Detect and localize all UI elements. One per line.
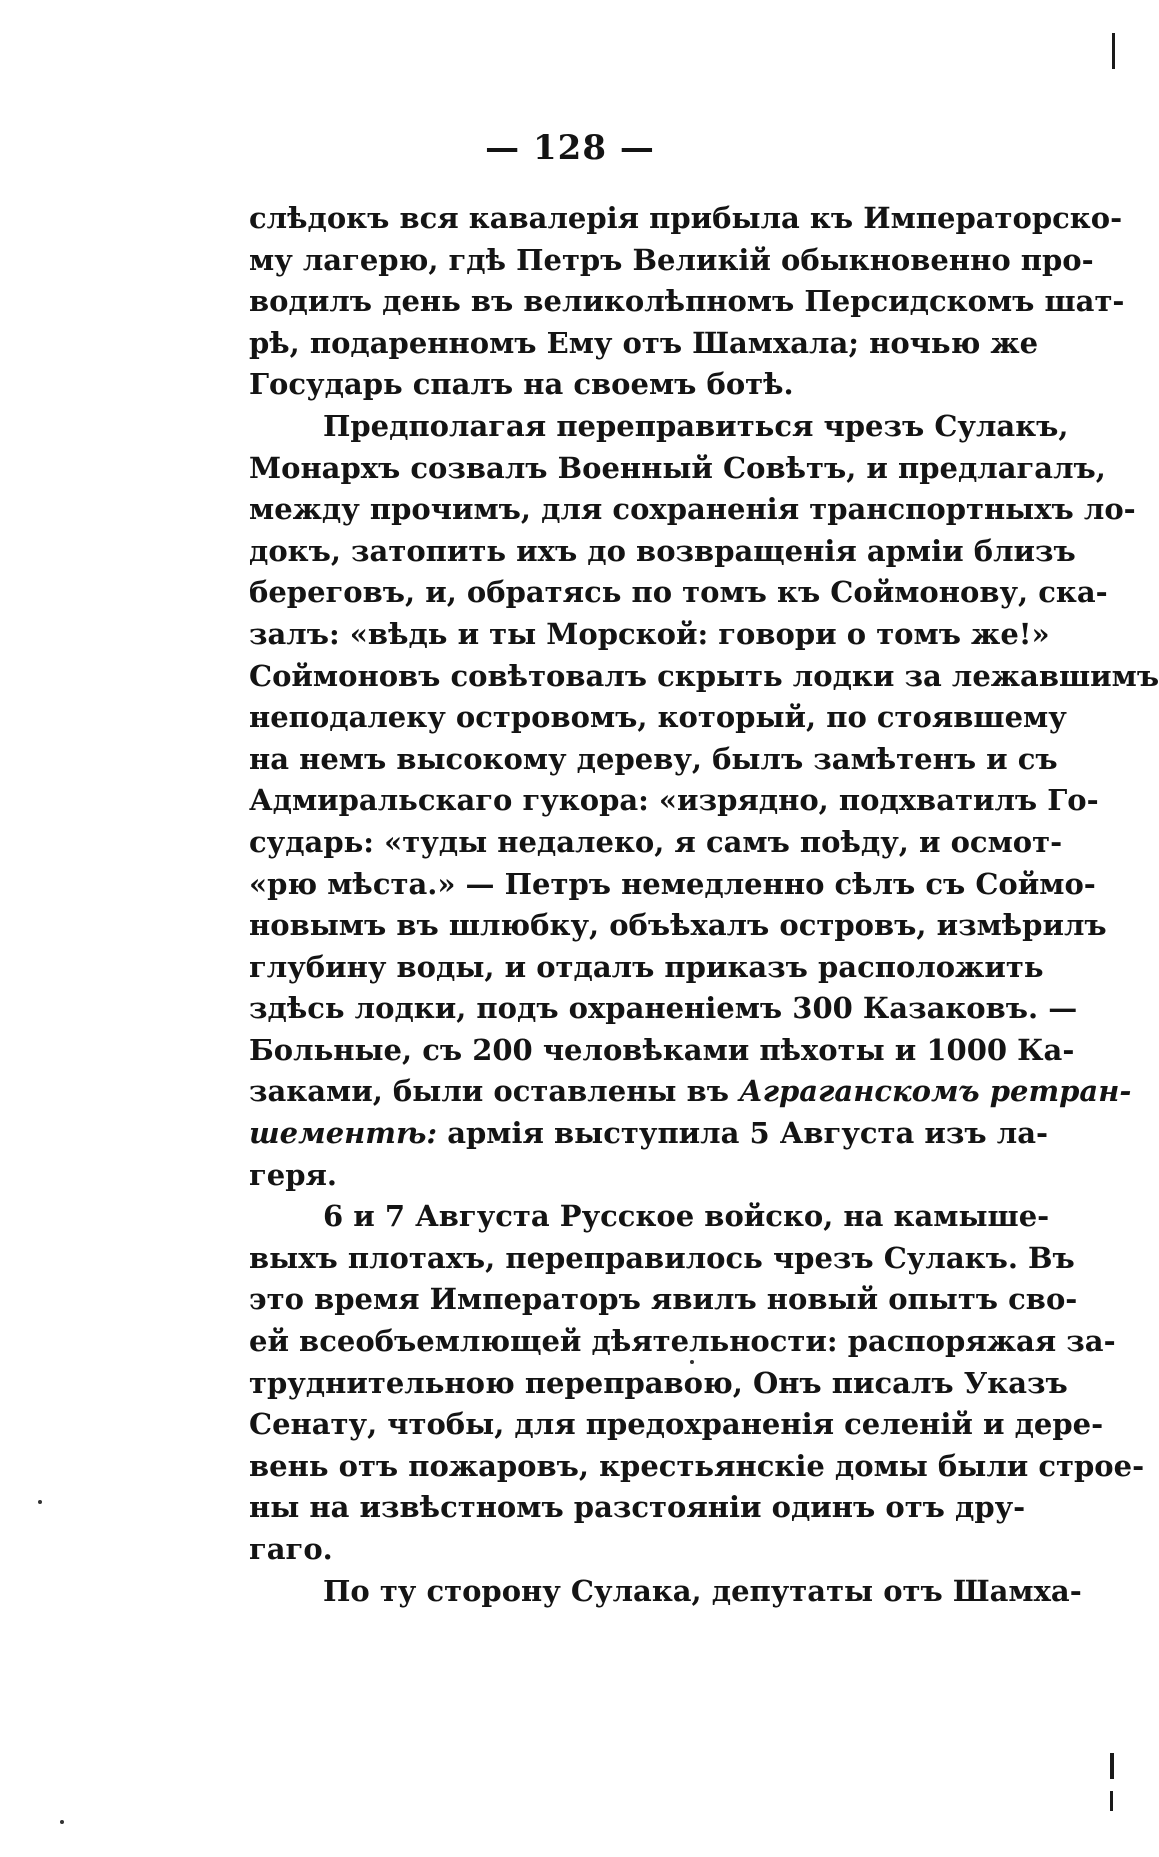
scan-speck xyxy=(690,1360,694,1364)
text-line: залъ: «вѣдь и ты Морской: говори о томъ же!» xyxy=(249,616,1050,651)
text-line: рѣ, подаренномъ Ему отъ Шамхала; ночью же xyxy=(249,325,1039,360)
text-line: 6 и 7 Августа Русское войско, на камыше- xyxy=(323,1199,1050,1234)
text-line: Соймоновъ совѣтовалъ скрыть лодки за лежавшимъ xyxy=(249,658,1159,693)
text-line: докъ, затопить ихъ до возвращенія арміи близъ xyxy=(249,533,1076,568)
italic-text-segment: Аграганскомъ ретран- xyxy=(739,1074,1132,1109)
text-line: Монархъ созвалъ Военный Совѣтъ, и предлагалъ, xyxy=(249,450,1106,485)
text-line xyxy=(249,1113,1049,1155)
text-line: По ту сторону Сулака, депутаты отъ Шамха- xyxy=(323,1573,1082,1608)
scan-edge-mark xyxy=(1110,1753,1114,1779)
text-line: гаго. xyxy=(249,1532,333,1566)
scan-speck xyxy=(60,1820,64,1824)
text-line: глубину воды, и отдалъ приказъ расположить xyxy=(249,949,1044,984)
text-line: Предполагая переправиться чрезъ Сулакъ, xyxy=(323,408,1069,443)
text-line: Адмиральскаго гукора: «изрядно, подхватилъ Го- xyxy=(249,783,1099,818)
text-line: на немъ высокому дереву, былъ замѣтенъ и съ xyxy=(249,741,1058,776)
scan-edge-mark xyxy=(1112,33,1115,69)
text-line: здѣсь лодки, подъ охраненіемъ 300 Казаковъ. — xyxy=(249,991,1078,1026)
text-line: труднительною переправою, Онъ писалъ Указъ xyxy=(249,1365,1068,1400)
text-line: геря. xyxy=(249,1157,338,1192)
text-line: Государь спалъ на своемъ ботѣ. xyxy=(249,367,794,402)
text-line: это время Императоръ явилъ новый опытъ сво- xyxy=(249,1282,1078,1317)
text-segment: заками, были оставлены въ xyxy=(249,1074,740,1109)
text-line: Сенату, чтобы, для предохраненія селеній и дере- xyxy=(249,1407,1104,1442)
text-line: ны на извѣстномъ разстояніи одинъ отъ дру- xyxy=(249,1490,1026,1525)
text-line: новымъ въ шлюбку, объѣхалъ островъ, измѣрилъ xyxy=(249,908,1107,943)
text-line: Больные, съ 200 человѣками пѣхоты и 1000 Ка- xyxy=(249,1032,1075,1067)
text-line: «рю мѣста.» — Петръ немедленно сѣлъ съ Соймо- xyxy=(249,866,1096,901)
text-line: выхъ плотахъ, переправилось чрезъ Сулакъ. Въ xyxy=(249,1240,1075,1275)
text-segment: армія выступила 5 Августа изъ ла- xyxy=(437,1116,1049,1151)
text-line: слѣдокъ вся кавалерія прибыла къ Императорско- xyxy=(249,201,1123,235)
text-line: вень отъ пожаровъ, крестьянскіе домы были строе- xyxy=(249,1448,1145,1483)
text-line: сударь: «туды недалеко, я самъ поѣду, и осмот- xyxy=(249,824,1063,859)
scan-speck xyxy=(38,1500,42,1504)
page-number: — 128 — xyxy=(485,128,655,168)
text-line: водилъ день въ великолѣпномъ Персидскомъ шат- xyxy=(249,284,1125,319)
scan-edge-mark xyxy=(1110,1791,1113,1811)
text-line: му лагерю, гдѣ Петръ Великій обыкновенно про- xyxy=(249,242,1094,277)
text-line: неподалеку островомъ, который, по стоявшему xyxy=(249,700,1067,735)
text-line: ей всеобъемлющей дѣятельности: распоряжая за- xyxy=(249,1324,1116,1359)
text-line: береговъ, и, обратясь по томъ къ Соймонову, ска- xyxy=(249,575,1108,610)
text-line xyxy=(249,1071,1132,1113)
body-text xyxy=(249,198,1159,1612)
italic-text-segment: шементѣ: xyxy=(249,1116,438,1151)
text-line: между прочимъ, для сохраненія транспортныхъ ло- xyxy=(249,492,1136,527)
